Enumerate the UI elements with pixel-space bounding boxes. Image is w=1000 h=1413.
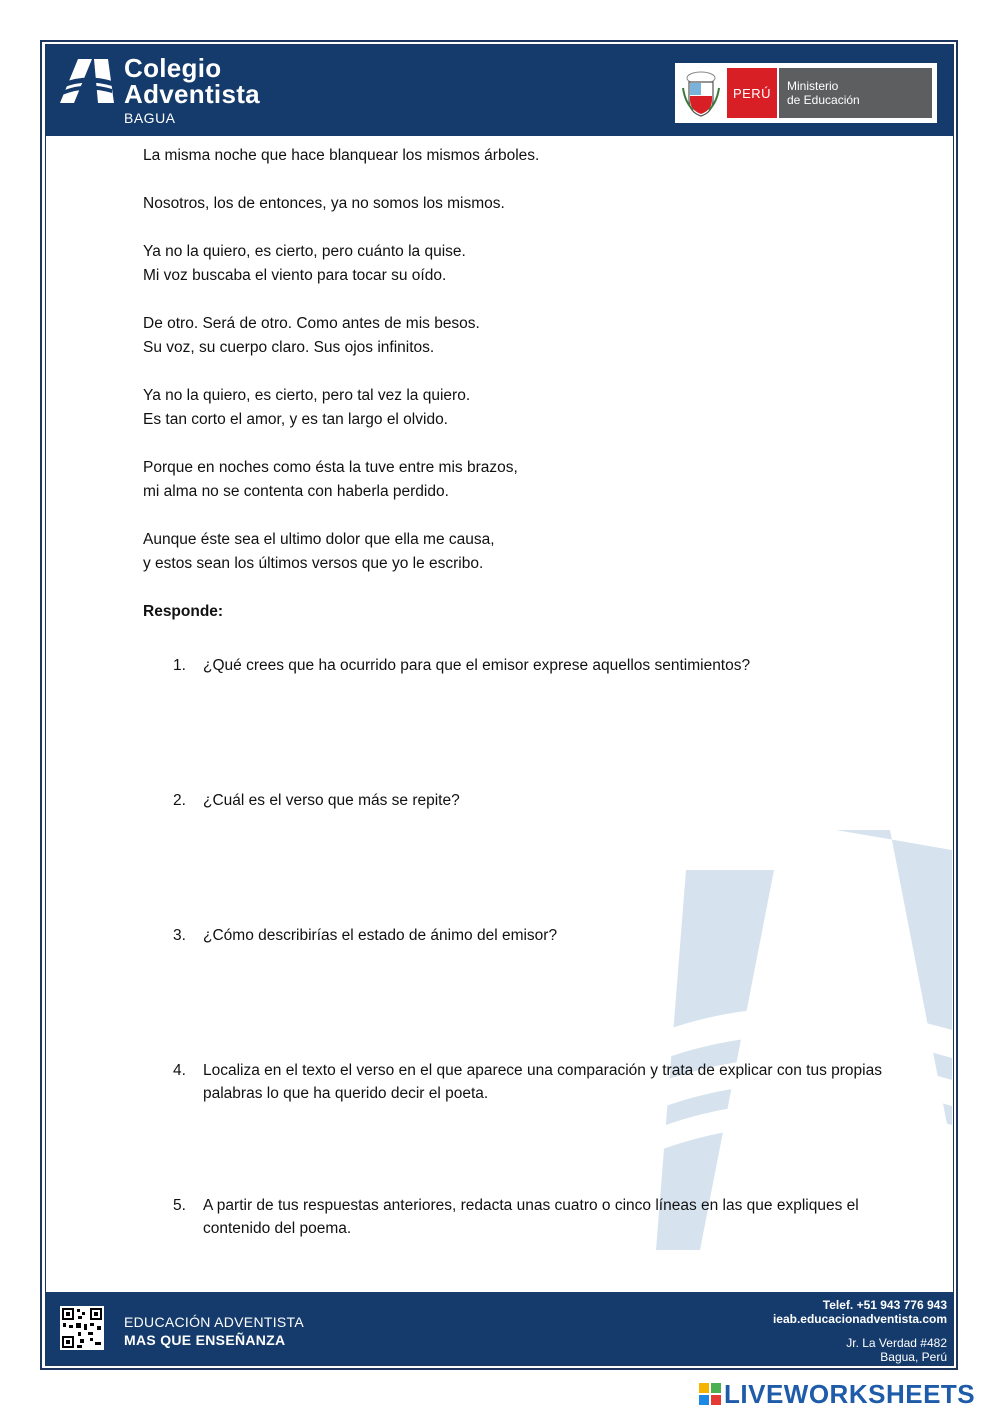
peru-coat-of-arms-icon	[681, 68, 721, 118]
footer-address-1: Jr. La Verdad #482	[846, 1336, 947, 1350]
poem-verse: Ya no la quiero, es cierto, pero tal vez la quiero.	[143, 387, 471, 404]
question-number: 5.	[173, 1197, 186, 1214]
poem-verse: Nosotros, los de entonces, ya no somos los mismos.	[143, 195, 505, 212]
poem-stanza	[143, 192, 913, 216]
worksheet-content	[143, 144, 913, 648]
footer-banner	[46, 1292, 953, 1365]
poem-stanza	[143, 456, 913, 504]
logo-line-2: Adventista	[124, 79, 260, 109]
question-5	[173, 1194, 893, 1240]
ministry-line-1: Ministerio	[787, 79, 839, 93]
question-number: 2.	[173, 792, 186, 809]
footer-slogan-line-1: EDUCACIÓN ADVENTISTA	[124, 1314, 304, 1330]
ministry-logo	[675, 63, 937, 123]
question-text: ¿Cuál es el verso que más se repite?	[203, 792, 460, 809]
poem-stanza	[143, 528, 913, 576]
poem-verse: Ya no la quiero, es cierto, pero cuánto la quise.	[143, 243, 466, 260]
question-3	[173, 924, 893, 947]
question-text: ¿Qué crees que ha ocurrido para que el emisor exprese aquellos sentimientos?	[203, 657, 751, 674]
qr-code-icon	[60, 1306, 104, 1350]
watermark-logo-icon	[640, 830, 952, 1250]
poem-verse: De otro. Será de otro. Como antes de mis besos.	[143, 315, 480, 332]
logo-line-1: Colegio	[124, 53, 222, 83]
ministry-line-2: de Educación	[787, 93, 860, 107]
peru-label: PERÚ	[727, 68, 777, 118]
school-logo	[124, 55, 260, 127]
liveworksheets-text: LIVEWORKSHEETS	[724, 1378, 976, 1409]
footer-phone: Telef. +51 943 776 943	[822, 1298, 947, 1312]
footer-website: ieab.educacionadventista.com	[772, 1312, 947, 1326]
poem-verse: Aunque éste sea el ultimo dolor que ella me causa,	[143, 531, 495, 548]
poem-verse: Es tan corto el amor, y es tan largo el olvido.	[143, 411, 448, 428]
footer-contact	[773, 1298, 947, 1364]
liveworksheets-logo-icon	[699, 1383, 721, 1405]
header-banner	[46, 45, 953, 136]
question-2	[173, 789, 893, 812]
poem-verse: Su voz, su cuerpo claro. Sus ojos infinitos.	[143, 339, 435, 356]
adventist-logo-icon	[58, 57, 114, 105]
question-number: 3.	[173, 927, 186, 944]
question-number: 4.	[173, 1062, 186, 1079]
footer-slogan	[124, 1313, 304, 1349]
liveworksheets-brand	[699, 1380, 975, 1408]
responde-heading: Responde:	[143, 603, 224, 620]
footer-address-2: Bagua, Perú	[880, 1350, 947, 1364]
poem-verse: La misma noche que hace blanquear los mismos árboles.	[143, 147, 540, 164]
logo-subtitle: BAGUA	[124, 110, 176, 126]
question-text: A partir de tus respuestas anteriores, redacta unas cuatro o cinco líneas en las que expliques el contenido del poema.	[203, 1197, 859, 1237]
poem-stanza	[143, 384, 913, 432]
poem-verse: Mi voz buscaba el viento para tocar su oído.	[143, 267, 447, 284]
poem-verse: mi alma no se contenta con haberla perdido.	[143, 483, 449, 500]
poem-stanza	[143, 312, 913, 360]
ministry-label	[779, 68, 932, 118]
question-text: Localiza en el texto el verso en el que aparece una comparación y trata de explicar con tus propias palabras lo que ha querido decir el poeta.	[203, 1062, 882, 1102]
question-4	[173, 1059, 893, 1105]
question-1	[173, 654, 893, 677]
question-text: ¿Cómo describirías el estado de ánimo del emisor?	[203, 927, 558, 944]
question-number: 1.	[173, 657, 186, 674]
poem-stanza	[143, 144, 913, 168]
poem-stanza	[143, 240, 913, 288]
poem-verse: Porque en noches como ésta la tuve entre mis brazos,	[143, 459, 518, 476]
footer-slogan-line-2: MAS QUE ENSEÑANZA	[124, 1332, 286, 1348]
poem-verse: y estos sean los últimos versos que yo le escribo.	[143, 555, 484, 572]
